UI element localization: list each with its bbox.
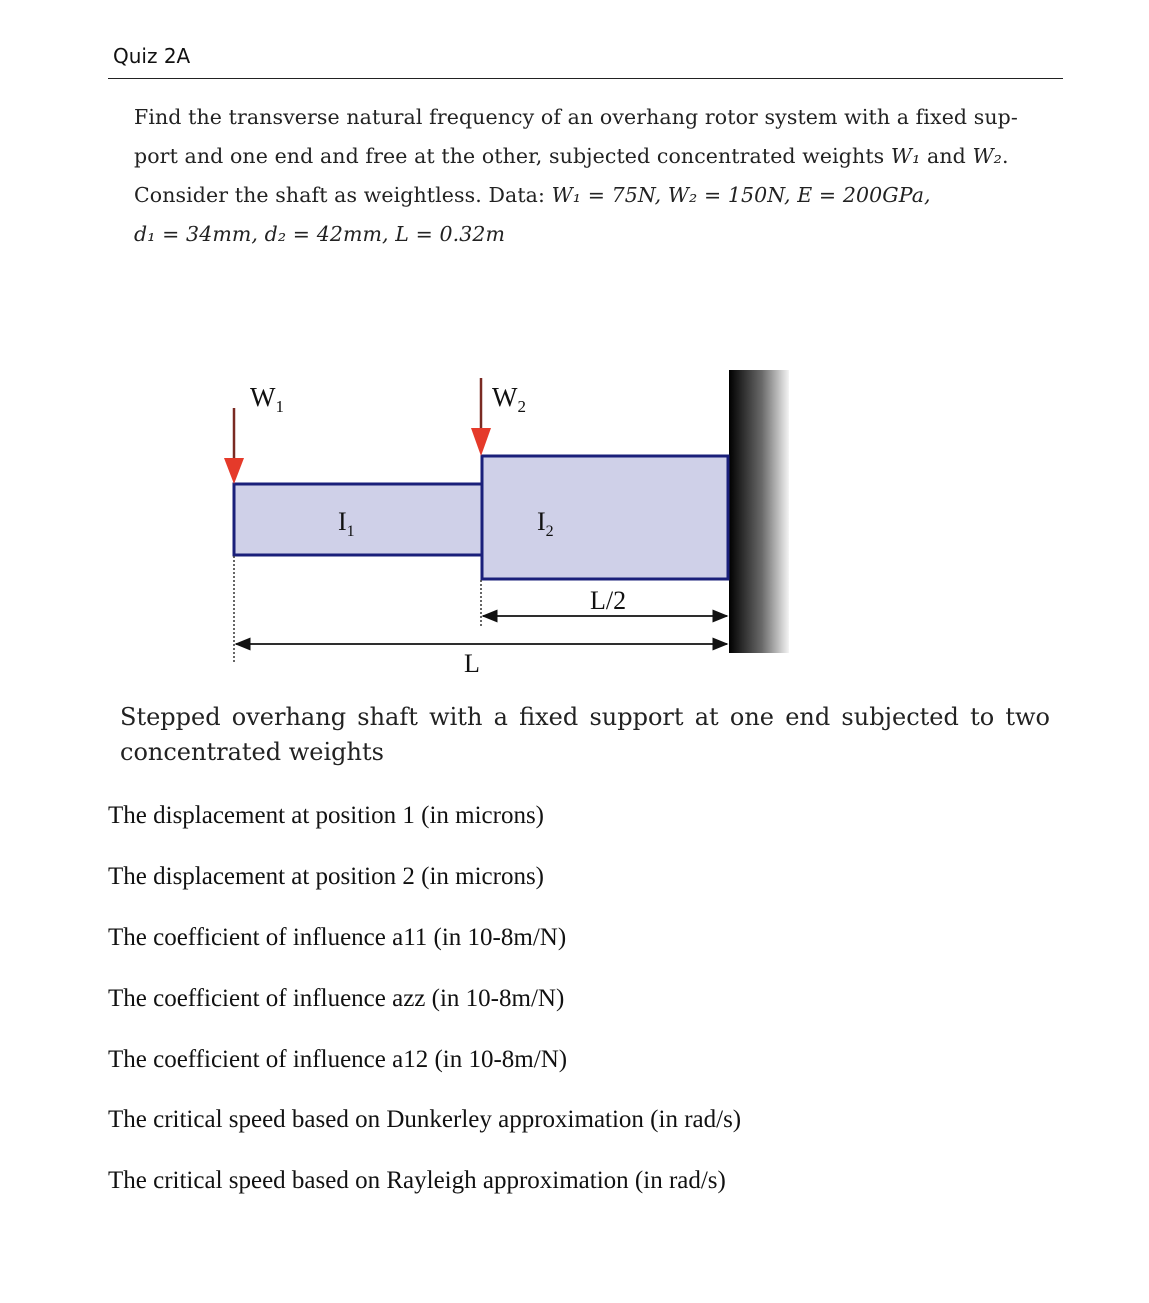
question-item: The coefficient of influence a12 (in 10-8m/N) [108,1046,568,1073]
w1-symbol: W₁ [890,144,921,168]
w2-arrow [471,378,491,456]
w1-label: $W_1$ [250,382,284,416]
question-item: The coefficient of influence a11 (in 10-8m/N) [108,924,567,951]
shaft-segment-1 [234,484,482,555]
quiz-title: Quiz 2A [113,44,191,68]
w2-symbol: W₂ [972,144,1003,168]
shaft-segment-2 [482,456,728,579]
data-values: W₁ = 75N, W₂ = 150N, E = 200GPa, [551,183,931,207]
question-item: The coefficient of influence azz (in 10-8m/N) [108,985,565,1012]
question-item: The critical speed based on Rayleigh approximation (in rad/s) [108,1167,726,1194]
w2-label: $W_2$ [492,382,526,416]
half-length-label: L/2 [590,586,627,615]
question-item: The critical speed based on Dunkerley approximation (in rad/s) [108,1106,742,1133]
problem-line-3: Consider the shaft as weightless. Data: W₁ = 75N, W₂ = 150N, E = 200GPa, [134,183,931,207]
i2-label: $I_2$ [537,507,554,540]
figure-caption: Stepped overhang shaft with a fixed support at one end subjected to two concentrated weights [120,703,1050,766]
w1-arrow [224,408,244,484]
problem-line-4: d₁ = 34mm, d₂ = 42mm, L = 0.32m [134,222,506,246]
question-item: The displacement at position 1 (in microns) [108,802,545,829]
problem-line-1: Find the transverse natural frequency of an overhang rotor system with a fixed sup- [134,105,1018,129]
problem-line-2: port and one end and free at the other, subjected concentrated weights W₁ and W₂. [134,144,1009,168]
question-item: The displacement at position 2 (in microns) [108,863,545,890]
fixed-support-wall [729,370,789,653]
length-label: L [464,649,480,678]
i1-label: $I_1$ [338,507,355,540]
